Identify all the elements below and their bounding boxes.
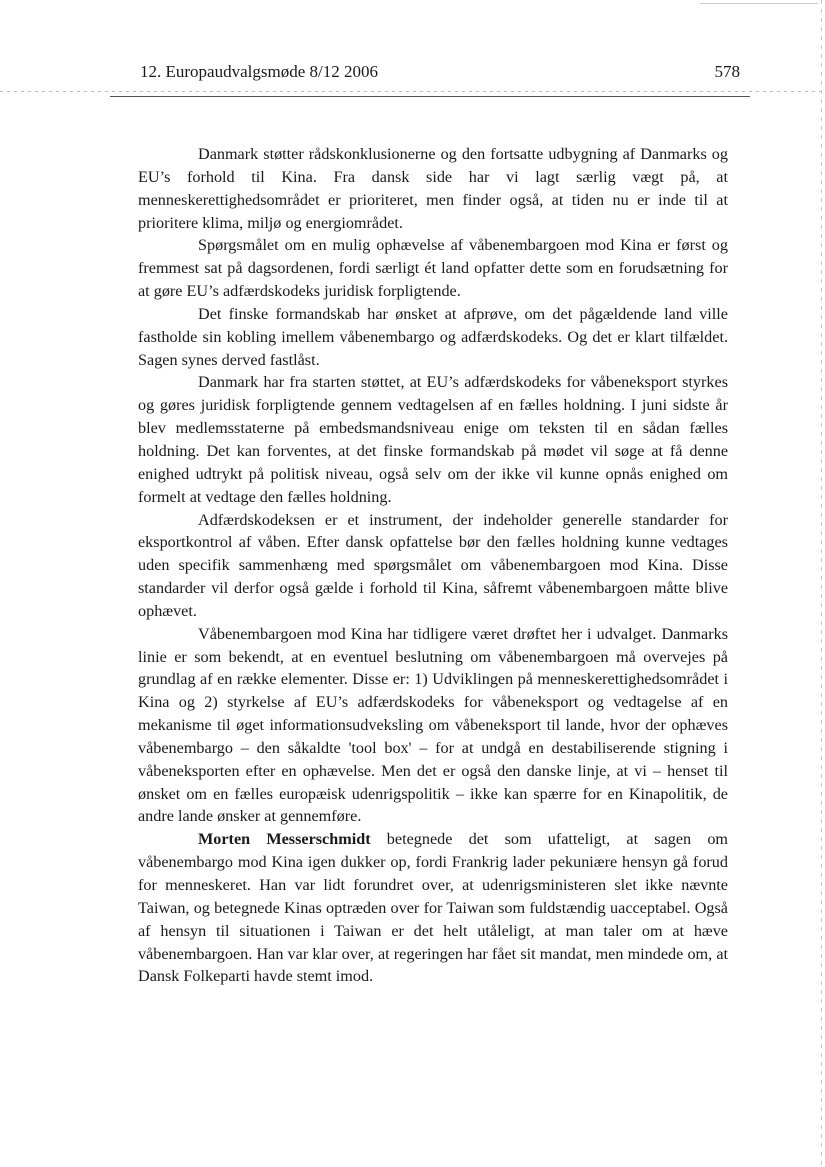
body-text <box>138 143 728 988</box>
paragraph: Det finske formandskab har ønsket at afprøve, om det pågældende land ville fastholde sin kobling imellem våbenembargo og adfærdskodeks. Og det er klart tilfældet. Sagen synes derved fastlåst. <box>138 304 728 369</box>
scan-edge <box>821 0 822 1167</box>
paragraph-speaker <box>138 828 728 988</box>
scan-artifact <box>0 91 825 92</box>
header-rule <box>110 96 750 97</box>
paragraph: Adfærdskodeksen er et instrument, der indeholder generelle standarder for eksportkontrol af våben. Efter dansk opfattelse bør den fælles holdning kunne vedtages uden specifik sammenhæng med spørgsmålet om våbenembargoen mod Kina. Disse standarder vil derfor også gælde i forhold til Kina, såfremt våbenembargoen måtte blive ophævet. <box>138 510 728 620</box>
speaker-text: betegnede det som ufatteligt, at sagen om våbenembargo mod Kina igen dukker op, fordi Frankrig lader pekuniære hensyn gå forud for menneskeret. Han var lidt forundret over, at udenrigsministeren slet ikke nævnte Taiwan, og betegnede Kinas optræden over for Taiwan som fuldstændig uacceptabel. Også af hensyn til situationen i Taiwan er det helt utåleligt, at man taler om at hæve våbenembargoen. Han var klar over, at regeringen har fået sit mandat, men mindede om, at Dansk Folkeparti havde stemt imod. <box>138 830 729 986</box>
paragraph: Danmark har fra starten støttet, at EU’s adfærdskodeks for våbeneksport styrkes og gøres juridisk forpligtende gennem vedtagelsen af en fælles holdning. I juni sidste år blev medlemsstaterne på embedsmandsniveau enige om teksten til en sådan fælles holdning. Det kan forventes, at det finske formandskab på mødet vil søge at få denne enighed udtrykt på politisk niveau, også selv om der ikke vil kunne opnås enighed om formelt at vedtage den fælles holdning. <box>138 373 728 506</box>
paragraph: Spørgsmålet om en mulig ophævelse af våbenembargoen mod Kina er først og fremmest sat på dagsordenen, fordi særligt ét land opfatter dette som en forudsætning for at gøre EU’s adfærdskodeks juridisk forpligtende. <box>138 236 728 301</box>
speaker-name: Morten Messerschmidt <box>198 830 371 849</box>
paragraph: Danmark støtter rådskonklusionerne og den fortsatte udbygning af Danmarks og EU’s forhold til Kina. Fra dansk side har vi lagt særlig vægt på, at menneskerettighedsområdet er prioriteret, men finder også, at tiden nu er inde til at prioritere klima, miljø og energiområdet. <box>138 145 728 232</box>
page-header <box>140 62 740 86</box>
scan-artifact <box>700 3 818 4</box>
page-number: 578 <box>714 62 740 81</box>
paragraph: Våbenembargoen mod Kina har tidligere været drøftet her i udvalget. Danmarks linie er som bekendt, at en eventuel beslutning om våbenembargoen må overvejes på grundlag af en række elementer. Disse er: 1) Udviklingen på menneskerettighedsområdet i Kina og 2) styrkelse af EU’s adfærdskodeks for våbeneksport og vedtagelse af en mekanisme til øget informationsudveksling om våbeneksport til lande, hvor der ophæves våbenembargo – den såkaldte 'tool box' – for at undgå en destabiliserende stigning i våbeneksporten efter en ophævelse. Men det er også den danske linje, at vi – henset til ønsket om en fælles europæisk udenrigspolitik – ikke kan spærre for en Kinapolitik, de andre lande ønsker at gennemføre. <box>138 624 728 826</box>
meeting-title: 12. Europaudvalgsmøde 8/12 2006 <box>140 62 378 81</box>
